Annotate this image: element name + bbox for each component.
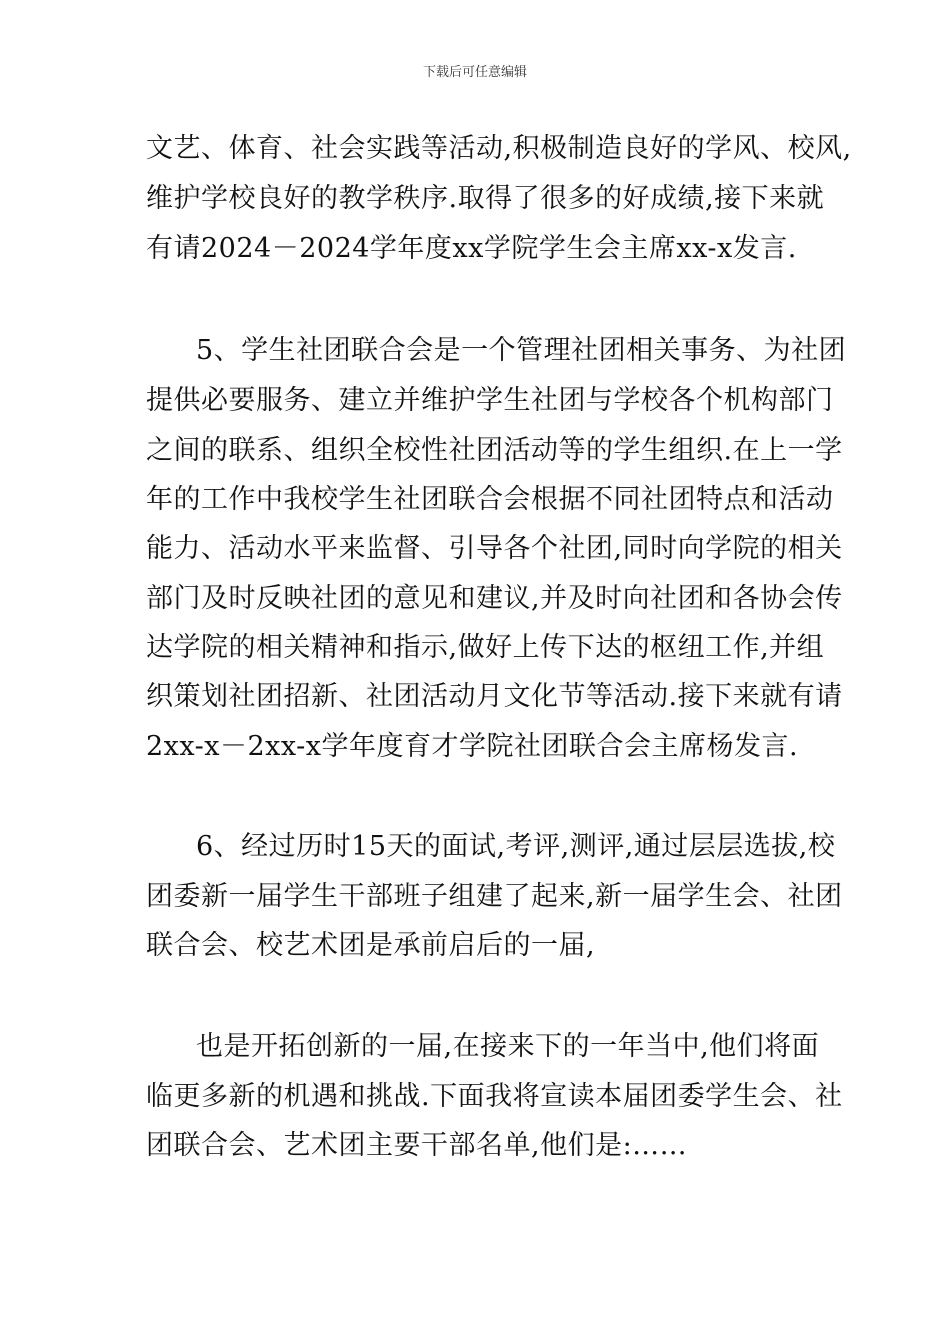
text-line: 2xx-x－2xx-x学年度育才学院社团联合会主席杨发言. xyxy=(146,731,799,762)
text-line: 织策划社团招新、社团活动月文化节等活动.接下来就有请 xyxy=(146,681,843,712)
text-line: 达学院的相关精神和指示,做好上传下达的枢纽工作,并组 xyxy=(146,632,825,663)
text-line: 6、经过历时15天的面试,考评,测评,通过层层选拔,校 xyxy=(196,831,836,862)
text-line: 文艺、体育、社会实践等活动,积极制造良好的学风、校风, xyxy=(146,133,852,164)
text-line: 团委新一届学生干部班子组建了起来,新一届学生会、社团 xyxy=(146,881,843,912)
text-line: 团联合会、艺术团主要干部名单,他们是:…… xyxy=(146,1130,688,1161)
text-line: 5、学生社团联合会是一个管理社团相关事务、为社团 xyxy=(196,335,847,366)
text-line: 临更多新的机遇和挑战.下面我将宣读本届团委学生会、社 xyxy=(146,1081,843,1112)
text-line: 维护学校良好的教学秩序.取得了很多的好成绩,接下来就 xyxy=(146,183,825,214)
text-line: 提供必要服务、建立并维护学生社团与学校各个机构部门 xyxy=(146,385,834,416)
text-line: 联合会、校艺术团是承前启后的一届, xyxy=(146,930,596,961)
page-header: 下载后可任意编辑 xyxy=(422,65,527,80)
text-line: 年的工作中我校学生社团联合会根据不同社团特点和活动 xyxy=(146,484,834,515)
text-line: 部门及时反映社团的意见和建议,并及时向社团和各协会传 xyxy=(146,583,843,614)
text-line: 能力、活动水平来监督、引导各个社团,同时向学院的相关 xyxy=(146,533,843,564)
text-line: 也是开拓创新的一届,在接来下的一年当中,他们将面 xyxy=(196,1031,820,1062)
text-line: 有请2024－2024学年度xx学院学生会主席xx-x发言. xyxy=(146,233,797,264)
text-line: 之间的联系、组织全校性社团活动等的学生组织.在上一学 xyxy=(146,435,843,466)
